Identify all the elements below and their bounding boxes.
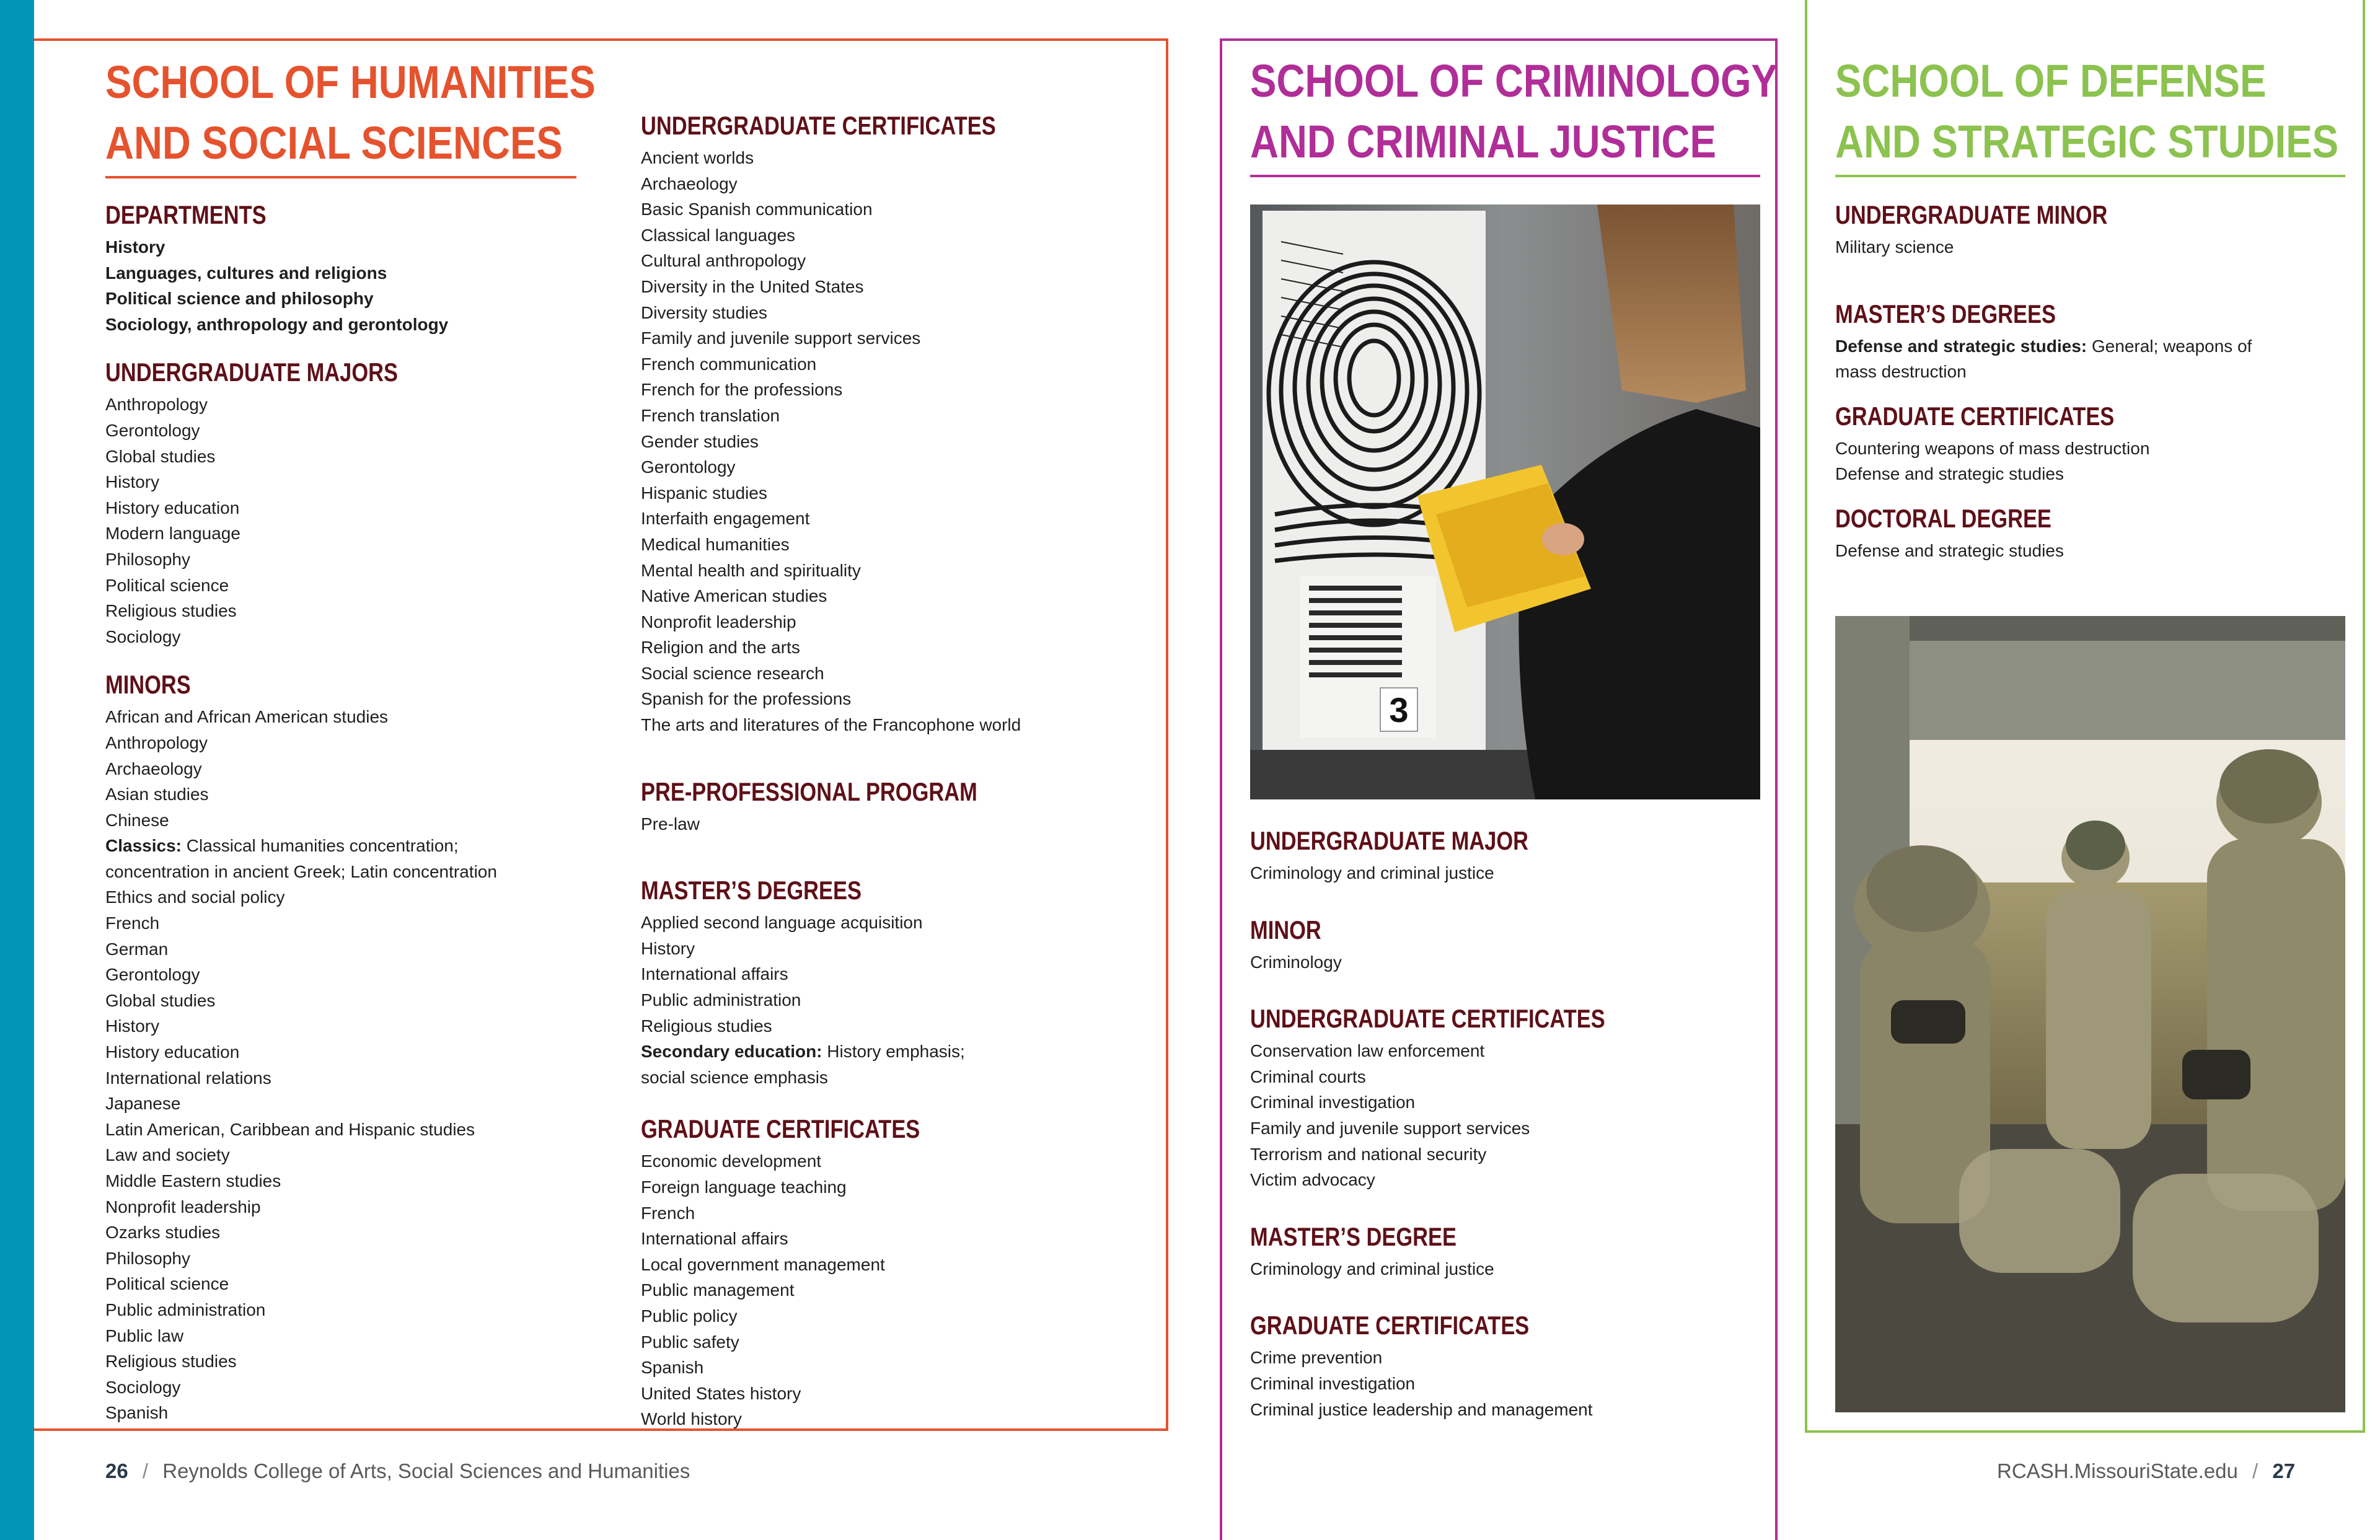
list-item: History	[641, 938, 695, 958]
list-item: Pre-law	[641, 814, 700, 834]
list-item: Asian studies	[105, 785, 209, 804]
list-item: World history	[641, 1409, 742, 1429]
list-item: French translation	[641, 405, 780, 425]
list-item: Foreign language teaching	[641, 1177, 847, 1197]
fingerprint-photo-illustration	[1250, 205, 1760, 799]
crim-undergrad-certificates-list	[1250, 1038, 1683, 1193]
classics-line2: concentration in ancient Greek; Latin concentration	[105, 861, 497, 881]
list-item: Modern language	[105, 524, 240, 543]
list-item: Family and juvenile support services	[1250, 1118, 1530, 1138]
list-item: Medical humanities	[641, 534, 790, 554]
defense-title-line2: AND STRATEGIC STUDIES	[1835, 116, 2339, 167]
list-item: Criminology and criminal justice	[1250, 863, 1494, 882]
footer-left	[105, 1458, 690, 1485]
undergrad-certificates-heading: UNDERGRADUATE CERTIFICATES	[641, 111, 996, 140]
list-item: Anthropology	[105, 395, 208, 415]
list-item: Religious studies	[641, 1016, 772, 1036]
list-item: Countering weapons of mass destruction	[1835, 438, 2150, 458]
list-item: Japanese	[105, 1094, 181, 1114]
list-item: Terrorism and national security	[1250, 1144, 1487, 1164]
right-page-number: 27	[2272, 1459, 2296, 1482]
list-item: Political science and philosophy	[105, 289, 374, 309]
list-item: Spanish for the professions	[641, 689, 852, 709]
humanities-grad-certificates-heading: GRADUATE CERTIFICATES	[641, 1114, 920, 1144]
humanities-title-rule	[105, 176, 576, 178]
list-item: United States history	[641, 1383, 801, 1403]
list-item: French for the professions	[641, 380, 843, 400]
minors-list	[105, 704, 497, 1426]
list-item: Religious studies	[105, 601, 237, 621]
list-item: Victim advocacy	[1250, 1170, 1375, 1190]
list-item: Public administration	[105, 1300, 266, 1319]
list-item: Public administration	[641, 990, 801, 1010]
classics-line1: Classical humanities concentration;	[186, 836, 459, 856]
list-item: Gender studies	[641, 431, 759, 451]
footer-right	[1997, 1458, 2295, 1485]
list-item: African and African American studies	[105, 707, 389, 727]
side-color-bar	[0, 0, 34, 1540]
list-item: Ozarks studies	[105, 1223, 221, 1243]
list-item: Ancient worlds	[641, 148, 754, 167]
criminology-title-line1: SCHOOL OF CRIMINOLOGY	[1250, 55, 1778, 107]
def-grad-certificates-heading: GRADUATE CERTIFICATES	[1835, 401, 2115, 431]
defense-column	[1835, 200, 2252, 564]
humanities-masters-list	[641, 910, 1073, 1090]
departments-list	[105, 234, 497, 337]
list-item: Global studies	[105, 990, 216, 1010]
list-item: Basic Spanish communication	[641, 200, 873, 219]
secondary-education-item	[641, 1039, 1073, 1065]
list-item: Global studies	[105, 446, 216, 466]
criminology-title	[1250, 51, 1778, 172]
footer-website: RCASH.MissouriState.edu	[1997, 1459, 2238, 1482]
list-item: Spanish	[105, 1403, 169, 1423]
footer-right-separator: /	[2252, 1459, 2259, 1482]
list-item: History	[105, 472, 160, 492]
list-item: Nonprofit leadership	[641, 612, 796, 631]
list-item: Criminal justice leadership and management	[1250, 1399, 1593, 1419]
list-item: History education	[105, 1042, 240, 1062]
humanities-grad-certificates-list	[641, 1148, 1073, 1432]
undergrad-certificates-list	[641, 145, 1073, 738]
humanities-title-line1: SCHOOL OF HUMANITIES	[105, 56, 596, 108]
list-item: Crime prevention	[1250, 1348, 1383, 1368]
list-item: Diversity studies	[641, 302, 767, 322]
list-item: Religion and the arts	[641, 638, 800, 658]
def-masters-item	[1835, 333, 2252, 359]
crim-grad-certificates-heading: GRADUATE CERTIFICATES	[1250, 1311, 1530, 1340]
evidence-marker-number: 3	[1389, 690, 1409, 729]
soldiers-photo	[1835, 616, 2345, 1412]
list-item: Criminology and criminal justice	[1250, 1259, 1494, 1278]
crim-minor-heading: MINOR	[1250, 915, 1321, 944]
list-item: Classical languages	[641, 225, 796, 245]
list-item: Philosophy	[105, 1248, 190, 1268]
list-item: Social science research	[641, 663, 824, 683]
list-item: Family and juvenile support services	[641, 328, 921, 348]
list-item: Gerontology	[105, 965, 200, 985]
list-item: Defense and strategic studies	[1835, 464, 2064, 484]
list-item: Middle Eastern studies	[105, 1171, 281, 1190]
list-item: Gerontology	[105, 420, 200, 440]
fingerprint-photo	[1250, 205, 1760, 799]
crim-undergrad-certificates-heading: UNDERGRADUATE CERTIFICATES	[1250, 1004, 1605, 1034]
list-item: Military science	[1835, 237, 1954, 257]
def-masters-line2: mass destruction	[1835, 362, 1967, 382]
list-item: The arts and literatures of the Francophone world	[641, 715, 1021, 735]
list-item: Applied second language acquisition	[641, 913, 923, 933]
list-item: Archaeology	[105, 759, 202, 778]
list-item: Archaeology	[641, 174, 738, 193]
secondary-education-label: Secondary education:	[641, 1042, 822, 1062]
list-item: Sociology, anthropology and gerontology	[105, 314, 449, 334]
criminology-title-line2: AND CRIMINAL JUSTICE	[1250, 116, 1716, 167]
list-item: Sociology	[105, 1377, 181, 1397]
left-page-number: 26	[105, 1459, 128, 1482]
list-item: Gerontology	[641, 457, 736, 477]
list-item: Philosophy	[105, 549, 190, 569]
crim-grad-certificates-list	[1250, 1345, 1683, 1422]
def-doctoral-heading: DOCTORAL DEGREE	[1835, 503, 2052, 533]
list-item: Defense and strategic studies	[1835, 540, 2064, 560]
list-item: Criminal investigation	[1250, 1373, 1416, 1393]
list-item: Law and society	[105, 1145, 230, 1165]
list-item: Criminal courts	[1250, 1067, 1366, 1086]
list-item: Anthropology	[105, 733, 208, 752]
list-item: German	[105, 939, 169, 959]
list-item: Native American studies	[641, 586, 827, 606]
defense-title-line1: SCHOOL OF DEFENSE	[1835, 55, 2267, 107]
list-item: French	[105, 913, 160, 933]
list-item: International affairs	[641, 1229, 788, 1249]
undergrad-majors-heading: UNDERGRADUATE MAJORS	[105, 358, 398, 387]
criminology-column	[1250, 825, 1683, 1422]
humanities-masters-heading: MASTER’S DEGREES	[641, 876, 862, 905]
humanities-title	[105, 52, 596, 174]
list-item: Spanish	[641, 1358, 704, 1378]
list-item: Mental health and spirituality	[641, 560, 861, 580]
list-item: Languages, cultures and religions	[105, 263, 387, 283]
list-item: Cultural anthropology	[641, 251, 806, 271]
list-item: Latin American, Caribbean and Hispanic studies	[105, 1119, 475, 1139]
classics-label: Classics:	[105, 836, 182, 856]
list-item: Hispanic studies	[641, 483, 767, 503]
list-item: International relations	[105, 1068, 271, 1088]
pre-professional-heading: PRE-PROFESSIONAL PROGRAM	[641, 777, 977, 806]
list-item: French	[641, 1203, 695, 1223]
list-item: International affairs	[641, 964, 788, 984]
crim-masters-heading: MASTER’S DEGREE	[1250, 1221, 1457, 1251]
list-item: Sociology	[105, 627, 181, 646]
list-item: Interfaith engagement	[641, 509, 810, 529]
secondary-education-line2: social science emphasis	[641, 1067, 828, 1087]
list-item: Chinese	[105, 810, 169, 830]
list-item: History	[105, 1016, 160, 1036]
list-item: Political science	[105, 575, 229, 595]
humanities-right-column	[641, 110, 1073, 1432]
crim-undergrad-major-heading: UNDERGRADUATE MAJOR	[1250, 826, 1529, 855]
list-item: Criminal investigation	[1250, 1093, 1416, 1112]
def-masters-heading: MASTER’S DEGREES	[1835, 299, 2056, 328]
criminology-title-rule	[1250, 175, 1760, 177]
list-item: Public management	[641, 1280, 795, 1300]
minors-heading: MINORS	[105, 670, 191, 700]
def-masters-line1: General; weapons of	[2091, 336, 2252, 356]
list-item: Local government management	[641, 1254, 885, 1274]
def-undergrad-minor-heading: UNDERGRADUATE MINOR	[1835, 200, 2108, 229]
list-item: Criminology	[1250, 952, 1342, 972]
list-item: Political science	[105, 1274, 229, 1294]
list-item: Public policy	[641, 1306, 738, 1326]
secondary-education-line1: History emphasis;	[827, 1042, 965, 1062]
defense-title	[1835, 51, 2338, 172]
departments-heading: DEPARTMENTS	[105, 200, 267, 229]
def-masters-label: Defense and strategic studies:	[1835, 336, 2087, 356]
list-item: History education	[105, 498, 240, 517]
defense-title-rule	[1835, 175, 2345, 177]
footer-left-separator: /	[142, 1459, 149, 1482]
list-item: Conservation law enforcement	[1250, 1041, 1485, 1061]
list-item: Ethics and social policy	[105, 887, 285, 907]
humanities-title-line2: AND SOCIAL SCIENCES	[105, 117, 563, 169]
undergrad-majors-list	[105, 392, 497, 649]
list-item: History	[105, 237, 165, 257]
list-item: French communication	[641, 354, 817, 374]
classics-item	[105, 833, 497, 859]
list-item: Nonprofit leadership	[105, 1197, 261, 1217]
list-item: Economic development	[641, 1151, 822, 1171]
list-item: Diversity in the United States	[641, 276, 864, 296]
soldiers-photo-illustration	[1835, 616, 2345, 1412]
humanities-left-column	[105, 200, 497, 1426]
list-item: Public safety	[641, 1332, 739, 1352]
list-item: Public law	[105, 1326, 184, 1345]
list-item: Religious studies	[105, 1352, 237, 1371]
footer-college-name: Reynolds College of Arts, Social Sciences and Humanities	[162, 1459, 690, 1482]
